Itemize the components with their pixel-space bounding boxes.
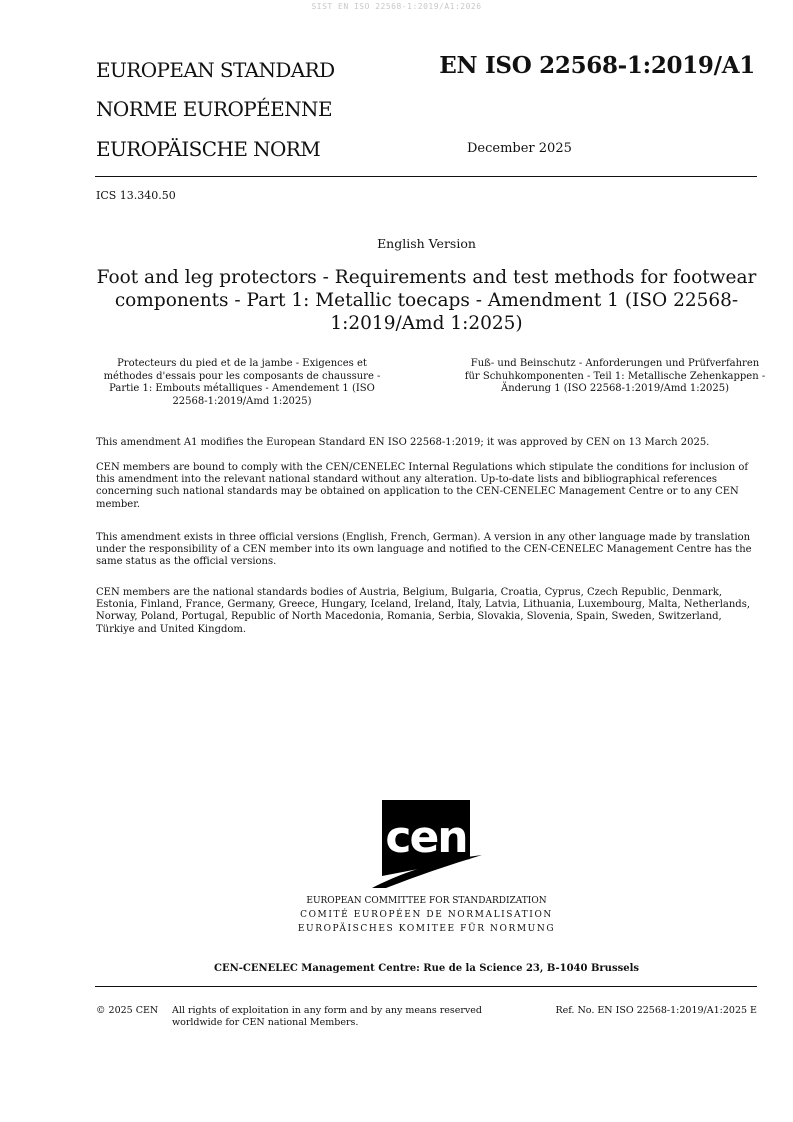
paragraph-members: CEN members are the national standards bodies of Austria, Belgium, Bulgaria, Croatia, Cyprus, Czech Republic, Denmark, Estonia, Finland, France, Germany, Greece, Hungary, Iceland, Ireland, Italy, Latvia, Lithuania, Luxembourg, Malta, Netherlands, Norway, Poland, Portugal, Republic of North Macedonia, Romania, Serbia, Slovakia, Slovenia, Spain, Sweden, Switzerland, Türkiye and United Kingdom. [96, 587, 751, 635]
org-name-de: EUROPÄISCHES KOMITEE FÜR NORMUNG [297, 924, 556, 934]
org-name-fr: COMITÉ EUROPÉEN DE NORMALISATION [300, 910, 553, 920]
copyright: © 2025 CEN [96, 1005, 159, 1016]
cen-logo-text: cen [385, 812, 467, 863]
paragraph-approval: This amendment A1 modifies the European Standard EN ISO 22568-1:2019; it was approved by CEN on 13 March 2025. [96, 437, 710, 448]
paragraph-compliance: CEN members are bound to comply with the CEN/CENELEC Internal Regulations which stipulate the conditions for inclusion of this amendment into the relevant national standard without any alteration. Up-to-date lists and bibliographical references concerning such national standards may be obtained on application to the CEN-CENELEC Management Centre or to any CEN member. [96, 462, 749, 510]
standard-name-de: EUROPÄISCHE NORM [96, 137, 321, 161]
title-french: Protecteurs du pied et de la jambe - Exigences et méthodes d'essais pour les composants de chaussure - Partie 1: Embouts métalliques - Amendement 1 (ISO 22568-1:2019/Amd 1:2025) [103, 358, 381, 407]
footer-divider [95, 986, 757, 987]
org-name-en: EUROPEAN COMMITTEE FOR STANDARDIZATION [306, 896, 547, 906]
reference-number: Ref. No. EN ISO 22568-1:2019/A1:2025 E [555, 1005, 757, 1016]
header-divider [95, 176, 757, 177]
document-number: EN ISO 22568-1:2019/A1 [439, 52, 755, 79]
version-label: English Version [377, 236, 476, 251]
standard-name-en: EUROPEAN STANDARD [96, 58, 335, 82]
document-title: Foot and leg protectors - Requirements and test methods for footwear components - Part 1: Metallic toecaps - Amendment 1 (ISO 22568-1:2019/Amd 1:2025) [96, 267, 757, 334]
standard-name-fr: NORME EUROPÉENNE [96, 97, 332, 121]
publication-date: December 2025 [467, 141, 572, 156]
title-german: Fuß- und Beinschutz - Anforderungen und Prüfverfahren für Schuhkomponenten - Teil 1: Metallische Zehenkappen - Änderung 1 (ISO 22568-1:2019/Amd 1:2025) [464, 358, 766, 394]
cen-logo-icon [372, 800, 482, 888]
management-centre-address: CEN-CENELEC Management Centre: Rue de la Science 23, B-1040 Brussels [213, 963, 639, 974]
paragraph-versions: This amendment exists in three official versions (English, French, German). A version in any other language made by translation under the responsibility of a CEN member into its own language and notified to the CEN-CENELEC Management Centre has the same status as the official versions. [96, 532, 752, 568]
rights-statement: All rights of exploitation in any form and by any means reserved worldwide for CEN national Members. [172, 1005, 483, 1028]
watermark: SIST EN ISO 22568-1:2019/A1:2026 [311, 2, 482, 11]
ics-code: ICS 13.340.50 [96, 189, 176, 202]
